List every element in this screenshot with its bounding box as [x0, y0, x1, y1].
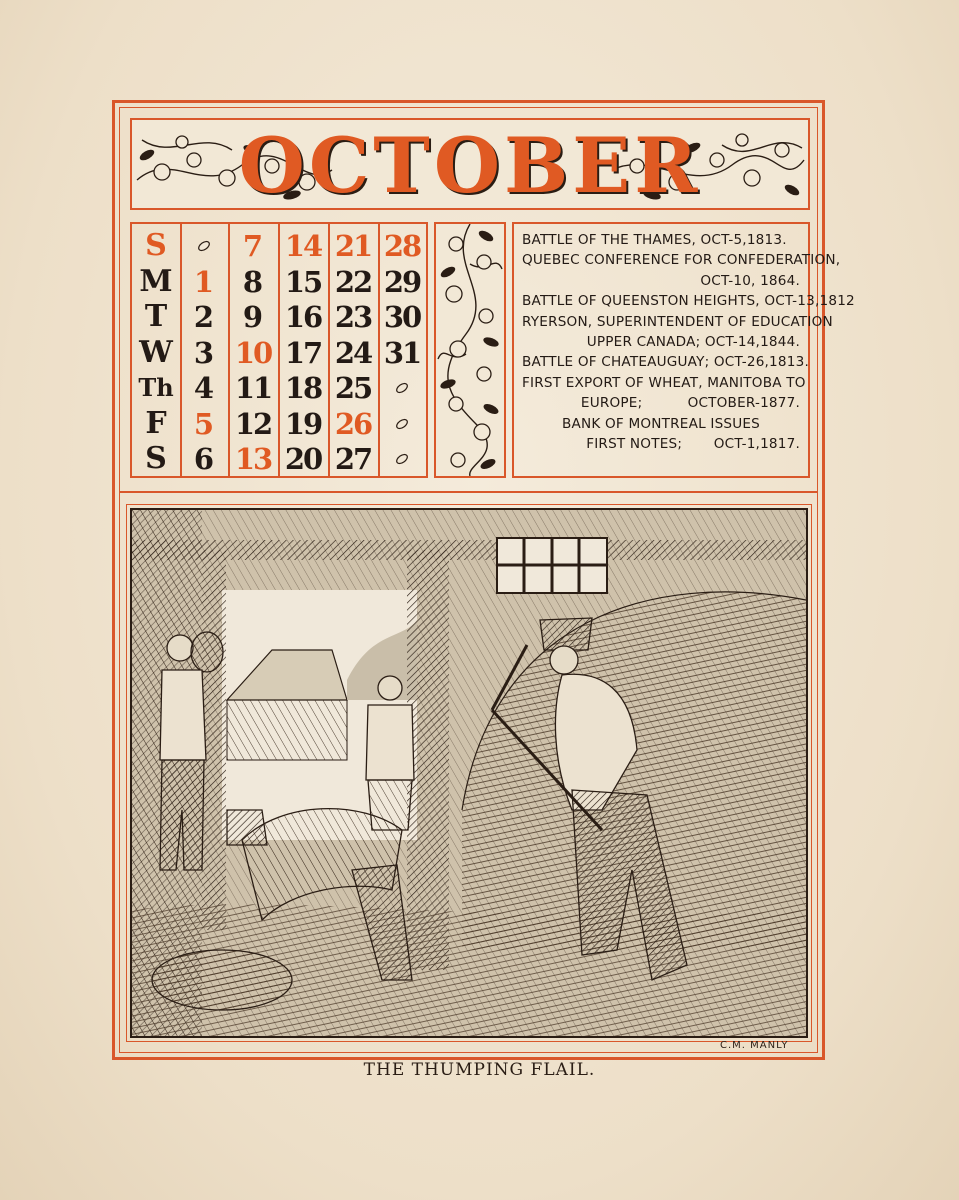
date-cell: 26	[334, 406, 372, 441]
weekday-label: F	[145, 405, 167, 441]
section-divider	[119, 491, 818, 493]
date-cell: 6	[193, 442, 215, 476]
weekday-label: Th	[138, 373, 174, 402]
date-cell: 8	[242, 264, 264, 299]
leaf-icon	[394, 416, 410, 432]
historical-events-panel	[512, 222, 855, 478]
artist-signature: C.M. MANLY	[720, 1040, 789, 1051]
event-line: BATTLE OF CHATEAUGUAY; OCT-26,1813.	[522, 354, 809, 371]
date-cell: 17	[284, 335, 322, 370]
date-cell: 2	[193, 300, 215, 334]
date-cell: 29	[383, 264, 421, 299]
weekday-label: M	[139, 263, 173, 299]
date-cell: 27	[334, 442, 372, 476]
date-cell: 21	[334, 229, 372, 263]
weekday-label: S	[145, 441, 167, 476]
event-line: BATTLE OF THE THAMES, OCT-5,1813.	[522, 232, 787, 248]
date-cell: 5	[193, 406, 215, 441]
date-cell: 12	[234, 406, 272, 441]
calendar-grid	[130, 222, 428, 478]
date-cell: 25	[334, 371, 372, 405]
leaf-icon	[394, 380, 410, 396]
event-line: BANK OF MONTREAL ISSUES	[561, 415, 761, 432]
date-cell: 30	[383, 300, 421, 334]
event-line: QUEBEC CONFERENCE FOR CONFEDERATION,	[522, 252, 841, 269]
date-cell: 1	[193, 264, 215, 299]
date-cell: 14	[284, 229, 322, 263]
date-cell: 19	[284, 406, 322, 441]
date-cell: 22	[334, 264, 372, 299]
event-line: BATTLE OF QUEENSTON HEIGHTS, OCT-13,1812	[522, 293, 855, 310]
date-cell: 18	[284, 371, 322, 405]
date-cell: 10	[234, 335, 272, 370]
weekday-label: W	[139, 334, 173, 370]
date-cell: 16	[284, 300, 322, 334]
leaf-icon	[196, 238, 212, 254]
event-line: OCT-10, 1864.	[700, 272, 800, 289]
event-line: UPPER CANADA; OCT-14,1844.	[586, 334, 800, 351]
event-line: FIRST EXPORT OF WHEAT, MANITOBA TO	[522, 374, 806, 391]
illustration-caption: THE THUMPING FLAIL.	[363, 1060, 596, 1080]
date-cell: 7	[242, 229, 264, 263]
date-cell: 28	[383, 229, 421, 263]
engraving-scene	[132, 510, 806, 1036]
event-line: FIRST NOTES; OCT-1,1817.	[586, 436, 800, 453]
date-cell: 31	[383, 335, 421, 370]
event-line: RYERSON, SUPERINTENDENT OF EDUCATION	[522, 313, 833, 330]
event-line: EUROPE; OCTOBER-1877.	[580, 395, 800, 412]
weekday-label: S	[145, 228, 167, 263]
date-cell: 9	[242, 300, 264, 334]
title-banner	[130, 118, 810, 210]
orchard-ornament-strip	[434, 222, 506, 478]
weekday-label: T	[144, 299, 168, 334]
date-cell: 3	[193, 335, 215, 370]
date-cell: 15	[284, 264, 322, 299]
date-cell: 20	[284, 442, 322, 476]
date-cell: 24	[334, 335, 372, 370]
month-title: OCTOBER	[238, 121, 702, 210]
leaf-icon	[394, 451, 410, 467]
date-cell: 13	[234, 442, 272, 476]
date-cell: 11	[234, 371, 272, 405]
apple-branch-ornament	[436, 224, 504, 476]
barn-threshing-illustration	[130, 508, 808, 1038]
date-cell: 23	[334, 300, 372, 334]
date-cell: 4	[193, 371, 215, 405]
